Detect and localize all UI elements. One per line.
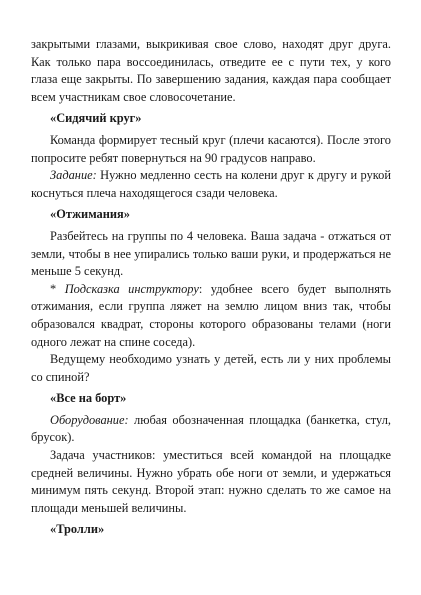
pushups-note: Ведущему необходимо узнать у детей, есть ли у них проблемы со спиной? (31, 352, 391, 384)
sitting-circle-paragraph: Команда формирует тесный круг (плечи касаются). После этого попросите ребят повернуться на 90 градусов направо. (31, 132, 391, 165)
equipment-text: любая обозначенная площадка (банкетка, стул, брусок). (31, 412, 391, 445)
task-label: Задание: (50, 168, 97, 183)
task-text: Нужно медленно сесть на колени друг к другу и рукой коснуться плеча находящегося сзади человека. (31, 168, 391, 200)
section-title-sitting-circle: «Сидячий круг» (50, 111, 142, 126)
section-title-all-aboard: «Все на борт» (50, 391, 127, 406)
pushups-paragraph: Разбейтесь на группы по 4 человека. Ваша задача - отжаться от земли, чтобы в нее упирались только ваши руки, и продержаться не меньше 5 секунд. (31, 228, 391, 279)
all-aboard-paragraph: Задача участников: уместиться всей командой на площадке средней величины. Нужно убрать обе ноги от земли, и удержаться минимум пять секунд. Второй этап: нужно сделать то же самое на площади меньшей величины. (31, 448, 391, 515)
section-title-pushups: «Отжимания» (50, 207, 130, 222)
hint-prefix: * (50, 281, 65, 296)
hint-label: Подсказка инструктору (64, 281, 199, 296)
sitting-circle-task (31, 167, 391, 202)
pushups-hint (31, 281, 391, 351)
all-aboard-equipment (31, 412, 391, 447)
hint-text: : удобнее всего будет выполнять отжимания, если группа ляжет на землю лицом вниз так, чтобы образовался квадрат, стороны которого образованы телами (ноги одного лежат на спине соседа). (31, 281, 391, 349)
equipment-label: Оборудование: (50, 412, 129, 427)
section-title-trolls: «Тролли» (50, 522, 105, 537)
intro-paragraph: закрытыми глазами, выкрикивая свое слово, находят друг друга. Как только пара воссоединилась, отведите ее с пути тех, у кого глаза еще закрыты. По завершению задания, каждая пара сообщает всем участникам свое словосочетание. (31, 37, 391, 104)
